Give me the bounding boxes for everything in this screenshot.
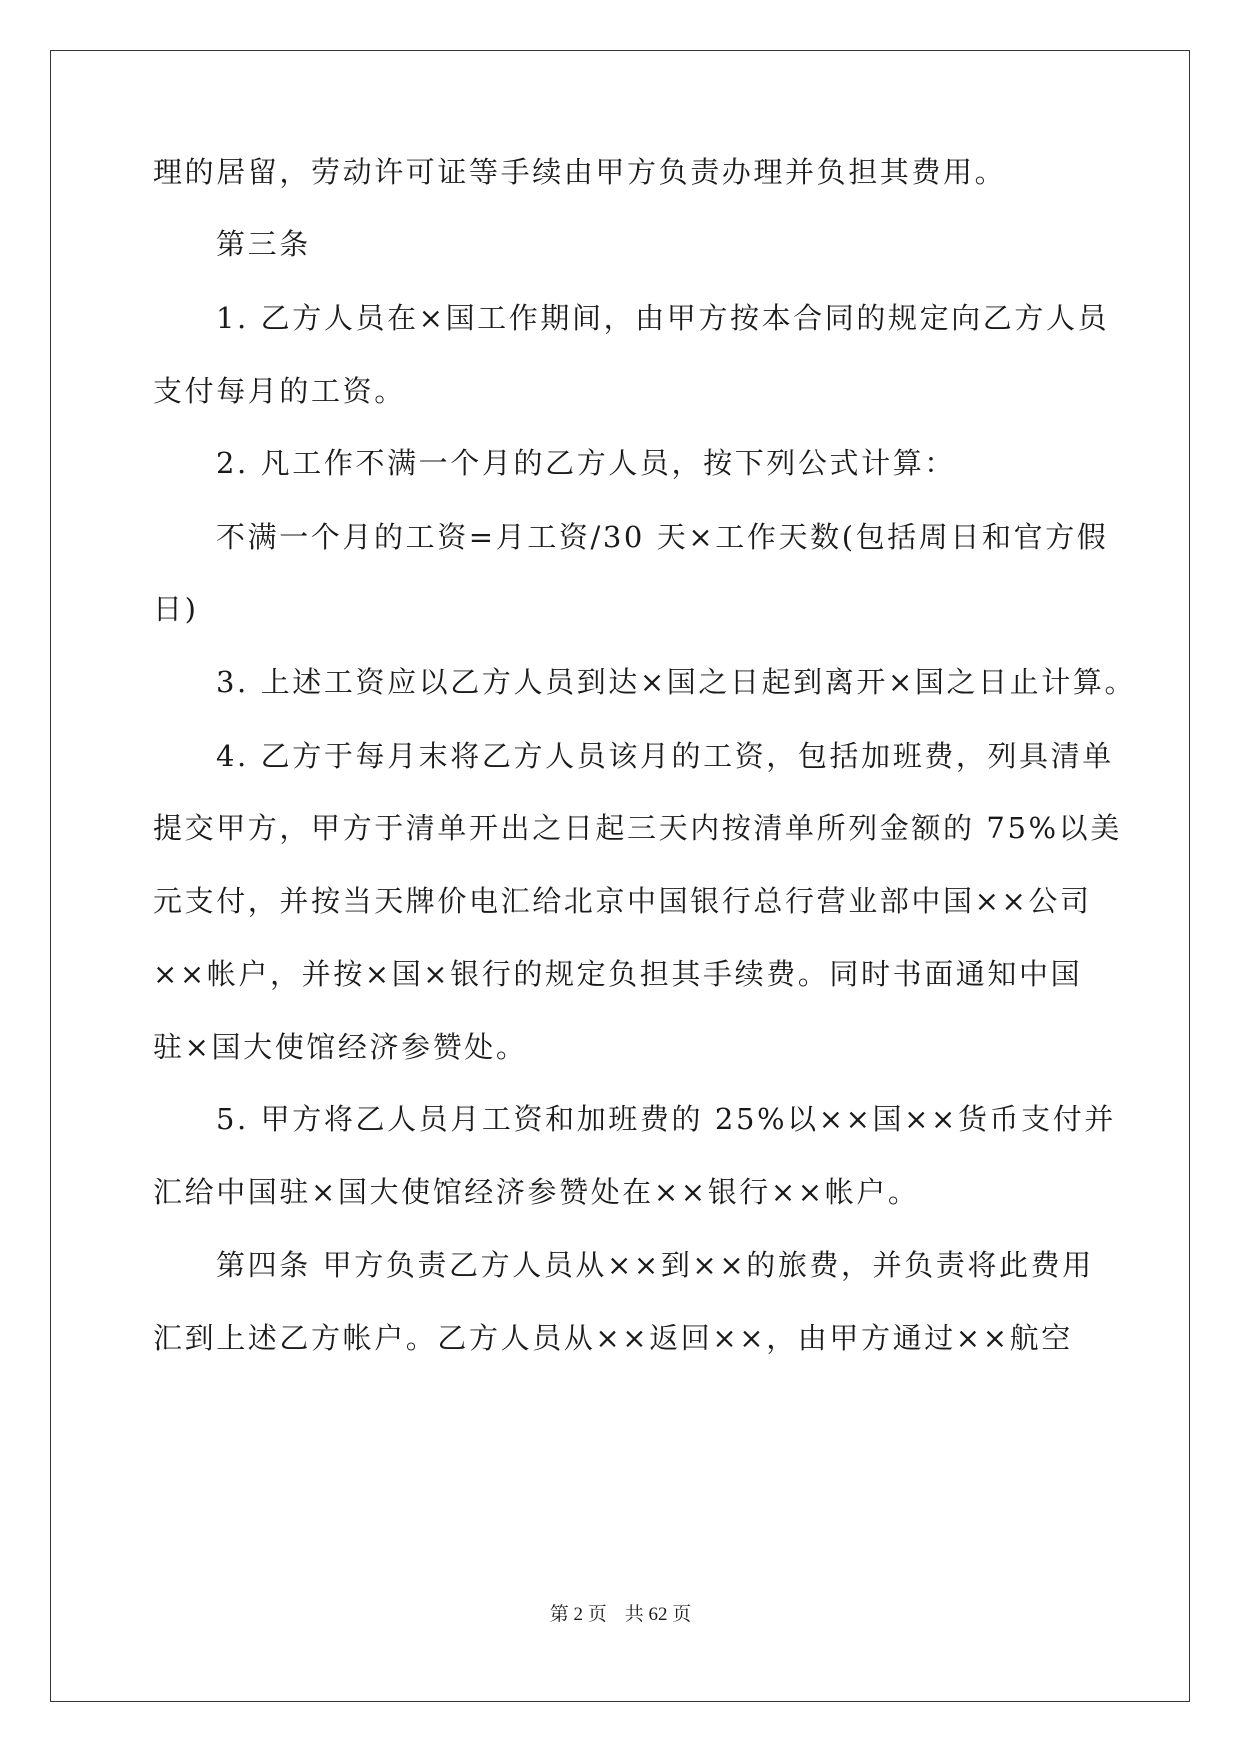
text-line: 汇到上述乙方帐户。乙方人员从××返回××，由甲方通过××航空 [153,1321,1073,1355]
text-line: 日) [153,592,199,626]
text-line: 驻×国大使馆经济参赞处。 [153,1030,528,1064]
page-number: 第 2 页 [549,1604,607,1625]
text-line: 不满一个月的工资=月工资/30 天×工作天数(包括周日和官方假 [216,520,1109,554]
text-line: 理的居留，劳动许可证等手续由甲方负责办理并负担其费用。 [153,155,1007,189]
text-line: 2. 凡工作不满一个月的乙方人员，按下列公式计算： [216,446,956,480]
text-line: 1. 乙方人员在×国工作期间，由甲方按本合同的规定向乙方人员 [216,301,1110,335]
page-footer [0,1603,1241,1627]
text-line: 第四条 甲方负责乙方人员从××到××的旅费，并负责将此费用 [216,1248,1094,1282]
text-line: 提交甲方，甲方于清单开出之日起三天内按清单所列金额的 75%以美 [153,811,1122,845]
text-line: ××帐户，并按×国×银行的规定负担其手续费。同时书面通知中国 [153,957,1083,991]
text-line: 5. 甲方将乙人员月工资和加班费的 25%以××国××货币支付并 [216,1102,1116,1136]
article-heading: 第三条 [216,227,311,261]
text-line: 4. 乙方于每月末将乙方人员该月的工资，包括加班费，列具清单 [216,739,1114,773]
text-line: 3. 上述工资应以乙方人员到达×国之日起到离开×国之日止计算。 [216,665,1137,699]
text-line: 汇给中国驻×国大使馆经济参赞处在××银行××帐户。 [153,1175,920,1209]
text-line: 元支付，并按当天牌价电汇给北京中国银行总行营业部中国××公司 [153,884,1092,918]
text-line: 支付每月的工资。 [153,374,406,408]
total-pages: 共 62 页 [624,1604,692,1625]
